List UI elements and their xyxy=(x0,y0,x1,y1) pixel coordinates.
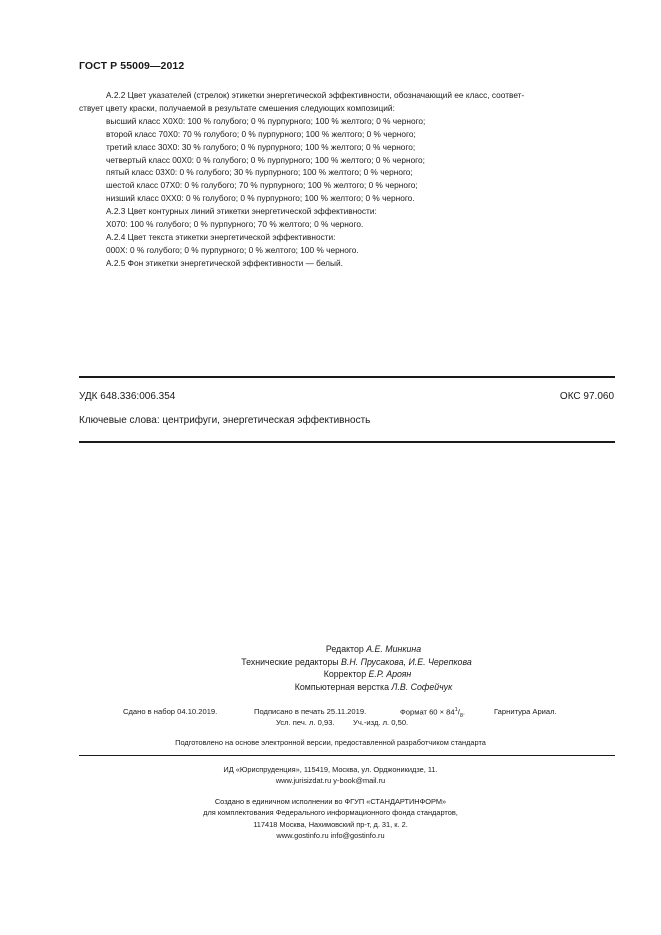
divider-top xyxy=(79,376,615,378)
oks-code: ОКС 97.060 xyxy=(559,391,614,402)
producer-address: 117418 Москва, Нахимовский пр-т, д. 31, к. 2. xyxy=(253,819,408,829)
text-line: ствует цвету краски, получаемой в результате смешения следующих композиций: xyxy=(79,102,395,113)
text-line: Х070: 100 % голубого; 0 % пурпурного; 70 % желтого; 0 % черного. xyxy=(106,219,364,230)
text-line: высший класс Х0Х0: 100 % голубого; 0 % пурпурного; 100 % желтого; 0 % черного; xyxy=(106,115,426,126)
divider-bottom xyxy=(79,441,615,443)
text-line: А.2.2 Цвет указателей (стрелок) этикетки энергетической эффективности, обозначающий ее класс, соответ- xyxy=(106,90,525,100)
credits-block xyxy=(0,643,661,694)
producer-block xyxy=(0,796,661,842)
typeface: Гарнитура Ариал. xyxy=(494,707,557,716)
text-line: А.2.4 Цвет текста этикетки энергетической эффективности: xyxy=(106,231,336,242)
publisher-block xyxy=(0,764,661,787)
publishing-sheets: Уч.-изд. л. 0,50. xyxy=(353,718,409,727)
submitted-date: Сдано в набор 04.10.2019. xyxy=(123,707,218,716)
text-line: шестой класс 07Х0: 0 % голубого; 70 % пурпурного; 100 % желтого; 0 % черного; xyxy=(106,180,418,191)
producer-line: для комплектования Федерального информационного фонда стандартов, xyxy=(203,808,458,818)
credit-layout: Компьютерная верстка Л.В. Софейчук xyxy=(294,682,453,693)
text-line: А.2.5 Фон этикетки энергетической эффективности — белый. xyxy=(106,257,343,268)
text-line: третий класс 30Х0: 30 % голубого; 0 % пурпурного; 100 % желтого; 0 % черного; xyxy=(106,141,416,152)
print-sheets: Усл. печ. л. 0,93. xyxy=(276,718,335,727)
text-line: А.2.3 Цвет контурных линий этикетки энергетической эффективности: xyxy=(106,206,377,217)
publisher-line: ИД «Юриспруденция», 115419, Москва, ул. Орджоникидзе, 11. xyxy=(223,765,438,774)
paper-format: Формат $60 \times 84^1/_8$. xyxy=(400,707,466,720)
appendix-text xyxy=(79,89,617,270)
text-line: 000Х: 0 % голубого; 0 % пурпурного; 0 % желтого; 100 % черного. xyxy=(106,244,359,255)
prepared-note: Подготовлено на основе электронной версии, предоставленной разработчиком стандарта xyxy=(175,738,486,747)
text-line: четвертый класс 00Х0: 0 % голубого; 0 % пурпурного; 100 % желтого; 0 % черного; xyxy=(106,154,425,165)
keywords: Ключевые слова: центрифуги, энергетическая эффективность xyxy=(79,415,371,426)
producer-line: Создано в единичном исполнении во ФГУП «СТАНДАРТИНФОРМ» xyxy=(214,797,447,806)
signed-date: Подписано в печать 25.11.2019. xyxy=(254,707,367,716)
divider-publisher xyxy=(79,755,615,756)
text-line: второй класс 70Х0: 70 % голубого; 0 % пурпурного; 100 % желтого; 0 % черного; xyxy=(106,128,416,139)
credit-tech-editors: Технические редакторы В.Н. Прусакова, И.Е. Черепкова xyxy=(241,656,472,667)
page-header: ГОСТ Р 55009—2012 xyxy=(79,60,185,72)
producer-contacts: www.gostinfo.ru info@gostinfo.ru xyxy=(276,831,385,841)
text-line: пятый класс 03Х0: 0 % голубого; 30 % пурпурного; 100 % желтого; 0 % черного; xyxy=(106,167,413,178)
credit-corrector: Корректор Е.Р. Ароян xyxy=(323,669,412,680)
credit-editor: Редактор А.Е. Минкина xyxy=(325,644,422,654)
publisher-contacts: www.jurisizdat.ru y-book@mail.ru xyxy=(275,776,386,786)
udk-code: УДК 648.336:006.354 xyxy=(79,391,176,402)
text-line: низший класс 0ХХ0: 0 % голубого; 0 % пурпурного; 100 % желтого; 0 % черного. xyxy=(106,193,415,204)
